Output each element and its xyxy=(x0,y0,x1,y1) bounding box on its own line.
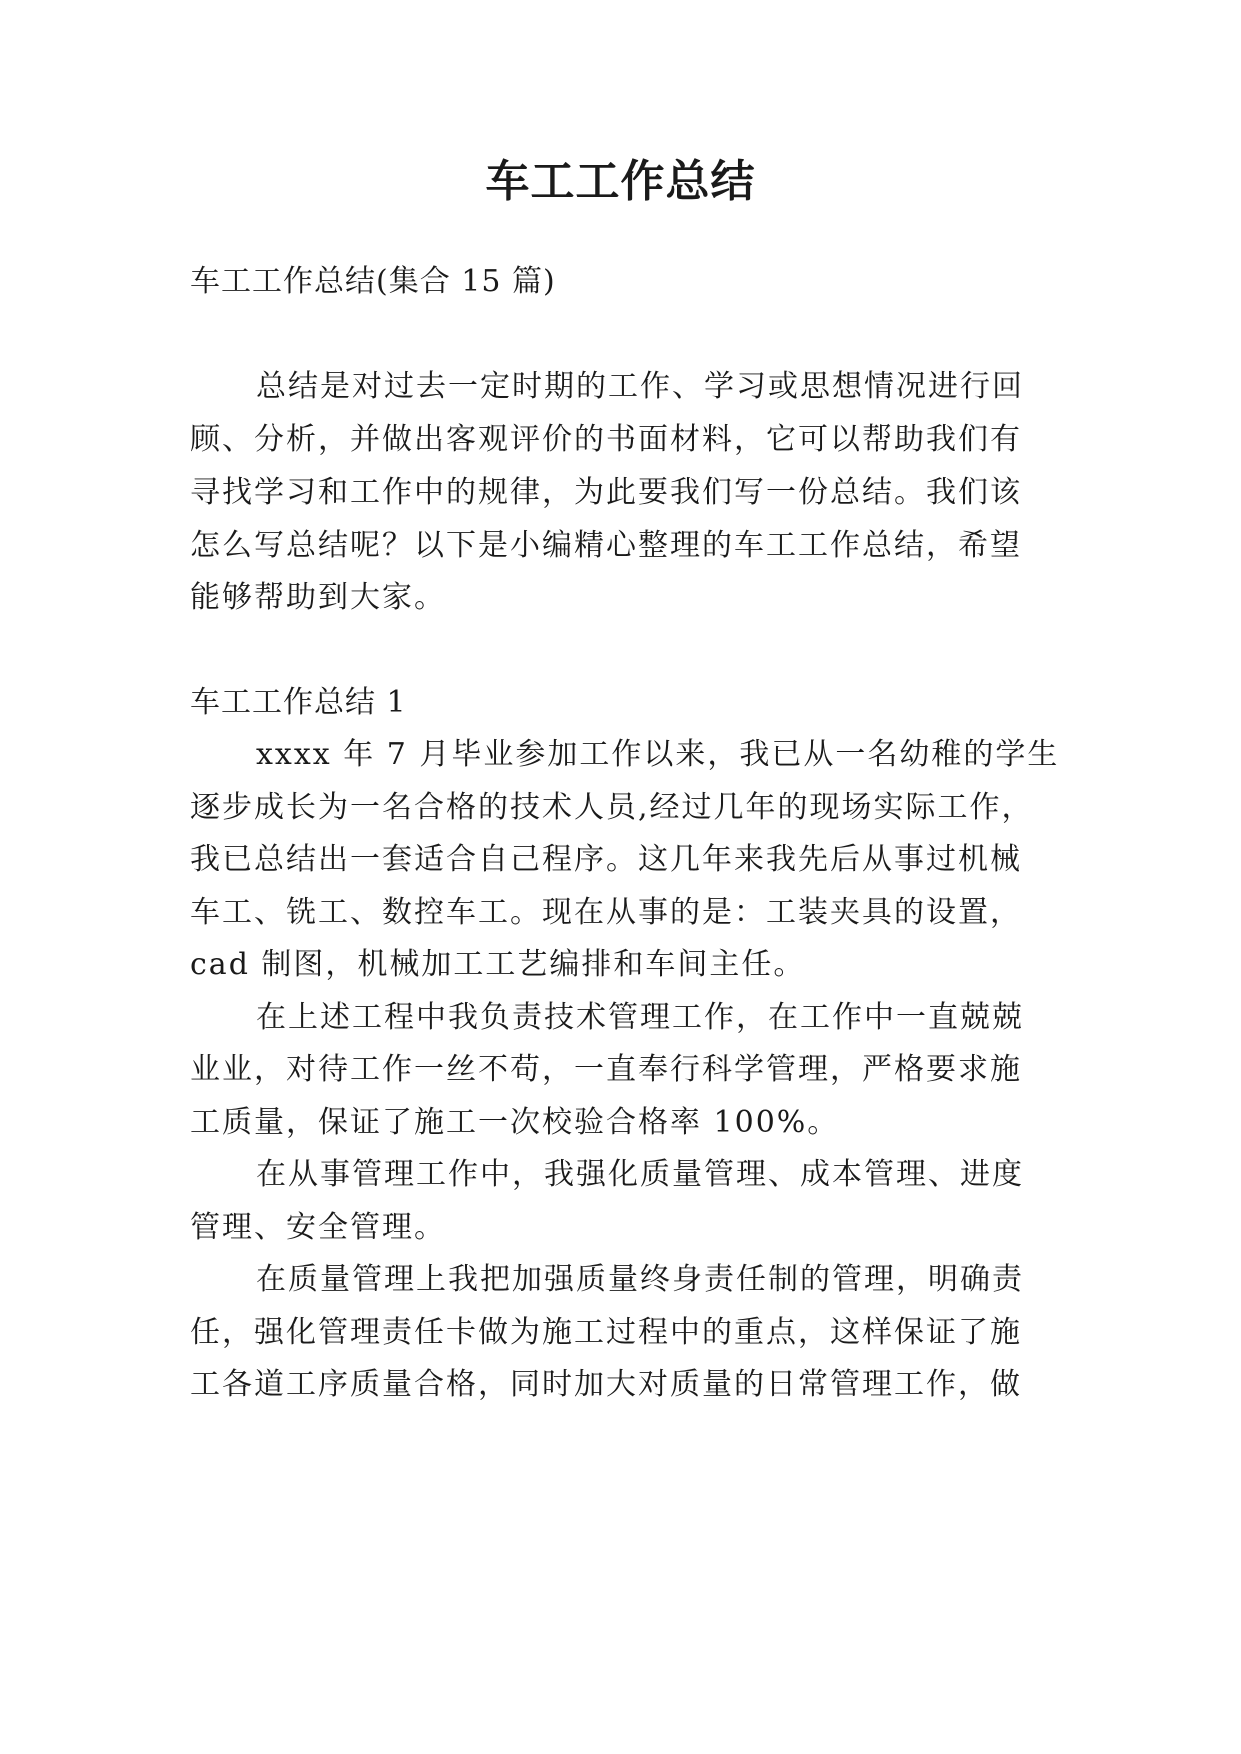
body-line: 我已总结出一套适合自己程序。这几年来我先后从事过机械 xyxy=(190,842,1022,877)
intro-line: 怎么写总结呢？以下是小编精心整理的车工工作总结，希望 xyxy=(190,528,1022,563)
intro-line: 能够帮助到大家。 xyxy=(190,580,446,615)
body-line: xxxx 年 7 月毕业参加工作以来，我已从一名幼稚的学生 xyxy=(256,737,1060,772)
body-line: 在从事管理工作中，我强化质量管理、成本管理、进度 xyxy=(256,1157,1024,1192)
body-line: 在质量管理上我把加强质量终身责任制的管理，明确责 xyxy=(256,1262,1024,1297)
body-line: 在上述工程中我负责技术管理工作，在工作中一直兢兢 xyxy=(256,1000,1024,1035)
body-line: 管理、安全管理。 xyxy=(190,1210,446,1245)
body-line: 车工、铣工、数控车工。现在从事的是：工装夹具的设置， xyxy=(190,895,1022,930)
body-line: 业业，对待工作一丝不苟，一直奉行科学管理，严格要求施 xyxy=(190,1052,1022,1087)
body-line: cad 制图，机械加工工艺编排和车间主任。 xyxy=(190,947,806,982)
document-subtitle: 车工工作总结(集合 15 篇) xyxy=(190,264,556,299)
intro-line: 顾、分析，并做出客观评价的书面材料，它可以帮助我们有 xyxy=(190,422,1022,457)
body-line: 工质量，保证了施工一次校验合格率 100%。 xyxy=(190,1105,840,1140)
document-title: 车工工作总结 xyxy=(485,156,756,207)
body-line: 工各道工序质量合格，同时加大对质量的日常管理工作，做 xyxy=(190,1367,1022,1402)
body-line: 任，强化管理责任卡做为施工过程中的重点，这样保证了施 xyxy=(190,1315,1022,1350)
section-heading: 车工工作总结 1 xyxy=(190,685,407,720)
body-line: 逐步成长为一名合格的技术人员,经过几年的现场实际工作， xyxy=(190,790,1034,825)
intro-line: 寻找学习和工作中的规律，为此要我们写一份总结。我们该 xyxy=(190,475,1022,510)
intro-line: 总结是对过去一定时期的工作、学习或思想情况进行回 xyxy=(256,369,1024,404)
